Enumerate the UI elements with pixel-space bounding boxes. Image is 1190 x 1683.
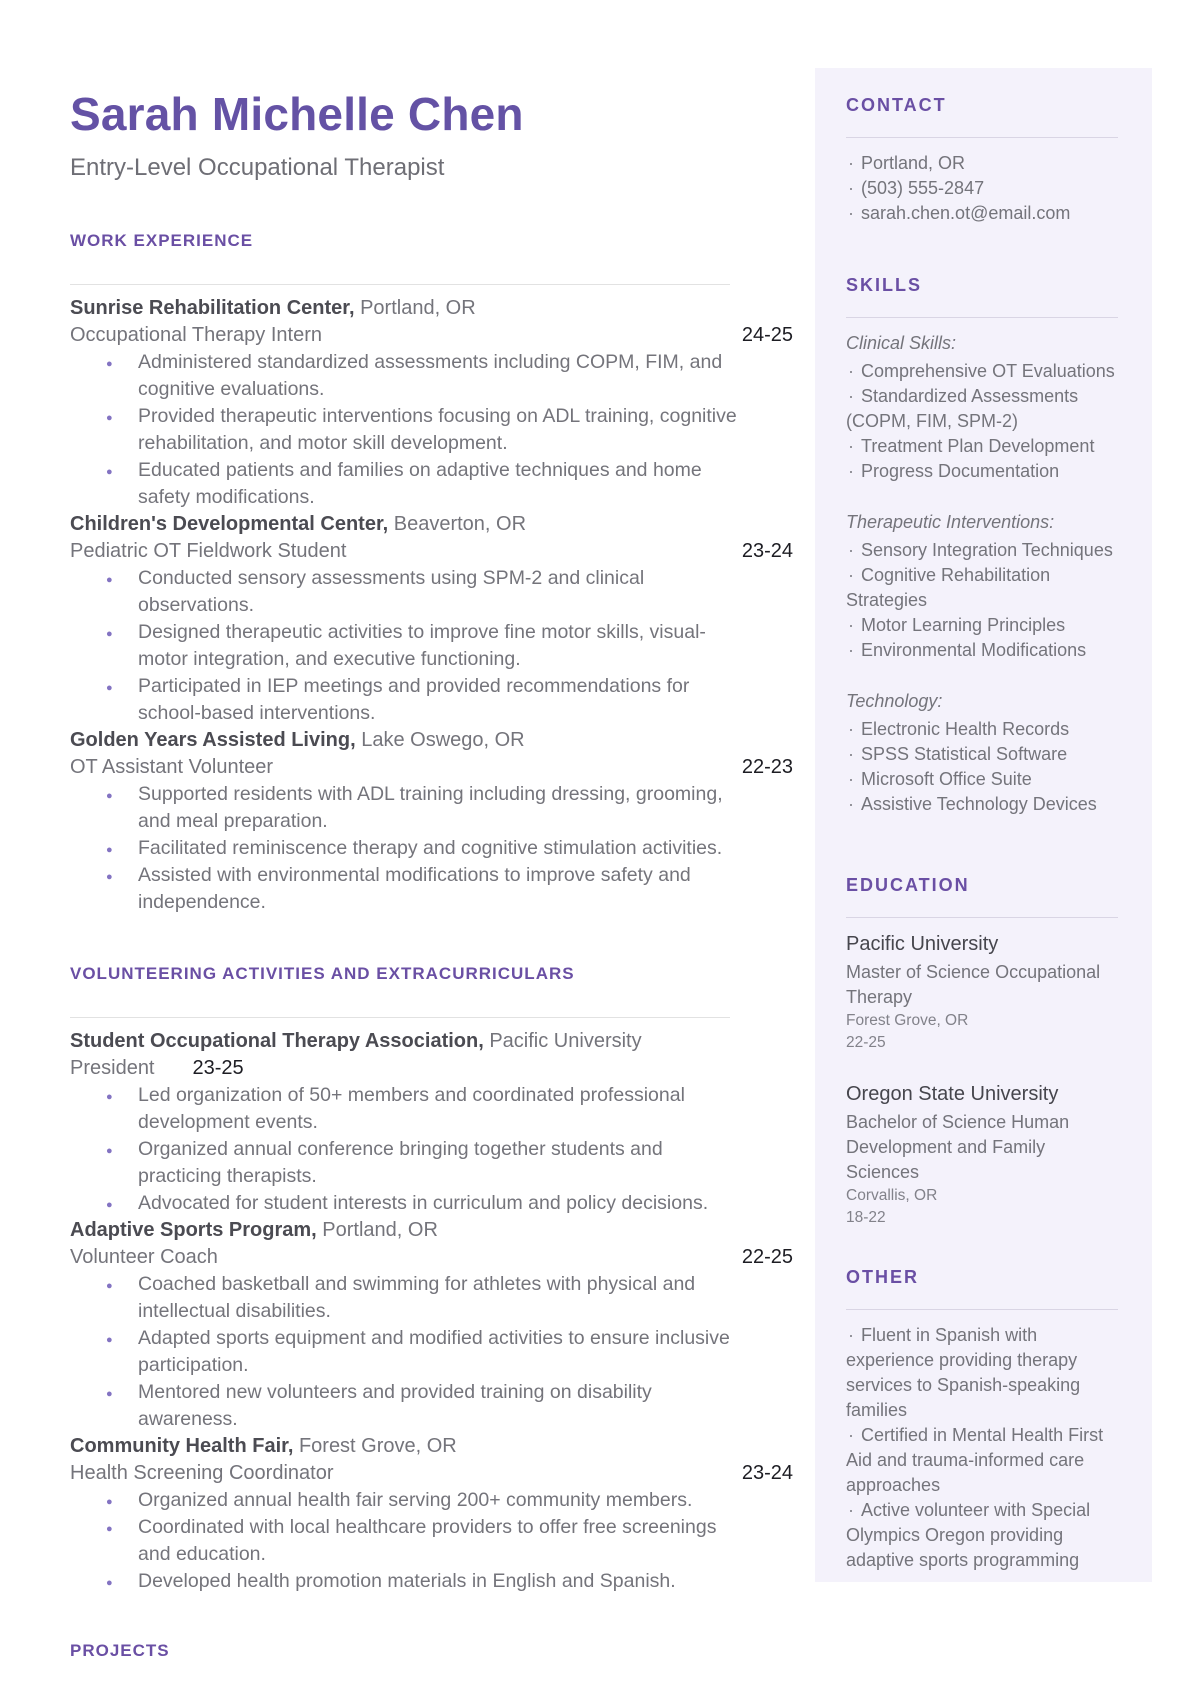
entry-bullet: ● Coached basketball and swimming for athletes with physical and intellectual disabilities.	[70, 1271, 738, 1325]
skill-item: · Cognitive Rehabilitation Strategies	[846, 563, 1118, 613]
entry-org: Children's Developmental Center,	[70, 513, 389, 535]
entry-dates: 23-25	[192, 1057, 244, 1079]
entry-bullet-list	[70, 781, 793, 916]
school-degree: Master of Science Occupational Therapy	[846, 962, 1101, 1007]
work-entry	[70, 727, 793, 916]
entry-bullet: ● Facilitated reminiscence therapy and cognitive stimulation activities.	[70, 835, 738, 862]
work-entry	[70, 511, 793, 727]
entry-bullet-list	[70, 349, 793, 511]
other-section	[846, 1267, 1118, 1573]
contact-section	[846, 95, 1118, 226]
skill-item: · Microsoft Office Suite	[846, 767, 1118, 792]
skill-item: · Motor Learning Principles	[846, 613, 1118, 638]
entry-org-line	[70, 1028, 793, 1055]
entry-org-line	[70, 511, 793, 538]
entry-bullet: ● Conducted sensory assessments using SPM-2 and clinical observations.	[70, 565, 738, 619]
entry-bullet: ● Provided therapeutic interventions focusing on ADL training, cognitive rehabilitation, and motor skill development.	[70, 403, 738, 457]
skill-item: · Sensory Integration Techniques	[846, 538, 1118, 563]
entry-org-line	[70, 1433, 793, 1460]
school-degree: Bachelor of Science Human Development and Family Sciences	[846, 1112, 1070, 1182]
resume-main-column	[70, 0, 793, 1661]
education-entry	[846, 1081, 1118, 1229]
candidate-name: Sarah Michelle Chen	[70, 88, 524, 140]
entry-bullet: ● Designed therapeutic activities to improve fine motor skills, visual-motor integration, and executive functioning.	[70, 619, 738, 673]
education-heading: EDUCATION	[846, 875, 970, 895]
sidebar-divider	[846, 917, 1118, 918]
skill-item: · Assistive Technology Devices	[846, 792, 1118, 817]
section-divider	[70, 1017, 730, 1018]
skill-group-clinical	[846, 331, 1118, 484]
skill-group-label: Therapeutic Interventions:	[846, 512, 1055, 532]
school-location: Forest Grove, OR	[846, 1012, 969, 1029]
work-experience-heading: WORK EXPERIENCE	[70, 231, 254, 250]
entry-bullet: ● Participated in IEP meetings and provided recommendations for school-based interventions.	[70, 673, 738, 727]
other-item: · Certified in Mental Health First Aid and trauma-informed care approaches	[846, 1423, 1118, 1498]
entry-role: Volunteer Coach	[70, 1246, 218, 1268]
other-heading: OTHER	[846, 1267, 919, 1287]
education-entry	[846, 931, 1118, 1054]
skill-item: · Environmental Modifications	[846, 638, 1118, 663]
projects-heading: PROJECTS	[70, 1641, 170, 1660]
section-divider	[70, 284, 730, 285]
entry-role-line	[70, 1244, 793, 1271]
entry-org: Golden Years Assisted Living,	[70, 729, 356, 751]
entry-org-line	[70, 295, 793, 322]
entry-role: Occupational Therapy Intern	[70, 324, 323, 346]
contact-heading: CONTACT	[846, 95, 947, 115]
volunteering-entry	[70, 1433, 793, 1595]
entry-location: Beaverton, OR	[393, 513, 527, 535]
entry-bullet-list	[70, 1082, 793, 1217]
skill-item: · Comprehensive OT Evaluations	[846, 359, 1118, 384]
entry-location: Lake Oswego, OR	[361, 729, 525, 751]
volunteering-entry	[70, 1028, 793, 1217]
entry-bullet-list	[70, 1271, 793, 1433]
entry-bullet: ● Administered standardized assessments including COPM, FIM, and cognitive evaluations.	[70, 349, 738, 403]
skill-item: · Standardized Assessments (COPM, FIM, SPM-2)	[846, 384, 1118, 434]
entry-org: Adaptive Sports Program,	[70, 1219, 317, 1241]
entry-location: Portland, OR	[322, 1219, 438, 1241]
contact-location: · Portland, OR	[846, 151, 1118, 176]
candidate-title: Entry-Level Occupational Therapist	[70, 154, 445, 181]
entry-dates: 23-24	[741, 1462, 793, 1484]
other-item: · Active volunteer with Special Olympics Oregon providing adaptive sports programming	[846, 1498, 1118, 1573]
skills-heading: SKILLS	[846, 275, 923, 295]
entry-org-line	[70, 1217, 793, 1244]
entry-role: Pediatric OT Fieldwork Student	[70, 540, 347, 562]
entry-org: Community Health Fair,	[70, 1435, 294, 1457]
entry-org-line	[70, 727, 793, 754]
entry-role-line	[70, 538, 793, 565]
entry-dates: 24-25	[741, 324, 793, 346]
skill-item: · Electronic Health Records	[846, 717, 1118, 742]
entry-bullet: ● Organized annual conference bringing together students and practicing therapists.	[70, 1136, 738, 1190]
school-dates: 18-22	[846, 1209, 886, 1226]
school-name: Oregon State University	[846, 1083, 1059, 1105]
skill-group-technology	[846, 689, 1118, 817]
skills-section	[846, 275, 1118, 817]
entry-location: Pacific University	[489, 1030, 642, 1052]
entry-role-line	[70, 1460, 793, 1487]
entry-role-line	[70, 1055, 793, 1082]
contact-phone: · (503) 555-2847	[846, 176, 1118, 201]
entry-bullet: ● Led organization of 50+ members and coordinated professional development events.	[70, 1082, 738, 1136]
entry-dates: 22-25	[741, 1246, 793, 1268]
skill-item: · Treatment Plan Development	[846, 434, 1118, 459]
resume-sidebar	[815, 68, 1152, 1582]
entry-role-line	[70, 754, 793, 781]
sidebar-divider	[846, 1309, 1118, 1310]
entry-bullet-list	[70, 1487, 793, 1595]
entry-bullet: ● Developed health promotion materials in English and Spanish.	[70, 1568, 738, 1595]
entry-bullet-list	[70, 565, 793, 727]
entry-role-line	[70, 322, 793, 349]
sidebar-divider	[846, 137, 1118, 138]
skill-group-label: Clinical Skills:	[846, 333, 957, 353]
school-dates: 22-25	[846, 1034, 886, 1051]
entry-bullet: ● Assisted with environmental modifications to improve safety and independence.	[70, 862, 738, 916]
entry-role: President	[70, 1057, 155, 1079]
entry-bullet: ● Advocated for student interests in curriculum and policy decisions.	[70, 1190, 738, 1217]
sidebar-divider	[846, 317, 1118, 318]
entry-role: OT Assistant Volunteer	[70, 756, 274, 778]
skill-item: · SPSS Statistical Software	[846, 742, 1118, 767]
entry-bullet: ● Adapted sports equipment and modified activities to ensure inclusive participation.	[70, 1325, 738, 1379]
entry-role: Health Screening Coordinator	[70, 1462, 334, 1484]
skill-group-therapeutic	[846, 510, 1118, 663]
other-item: · Fluent in Spanish with experience providing therapy services to Spanish-speaking families	[846, 1323, 1118, 1423]
entry-bullet: ● Educated patients and families on adaptive techniques and home safety modifications.	[70, 457, 738, 511]
volunteering-entry	[70, 1217, 793, 1433]
skill-group-label: Technology:	[846, 691, 943, 711]
skill-item: · Progress Documentation	[846, 459, 1118, 484]
entry-dates: 23-24	[741, 540, 793, 562]
contact-email: · sarah.chen.ot@email.com	[846, 201, 1118, 226]
entry-location: Portland, OR	[360, 297, 476, 319]
volunteering-heading: VOLUNTEERING ACTIVITIES AND EXTRACURRICULARS	[70, 964, 575, 983]
work-entry	[70, 295, 793, 511]
education-section	[846, 875, 1118, 1229]
entry-bullet: ● Organized annual health fair serving 200+ community members.	[70, 1487, 738, 1514]
entry-dates: 22-23	[741, 756, 793, 778]
school-name: Pacific University	[846, 933, 999, 955]
entry-location: Forest Grove, OR	[298, 1435, 457, 1457]
entry-bullet: ● Coordinated with local healthcare providers to offer free screenings and education.	[70, 1514, 738, 1568]
school-location: Corvallis, OR	[846, 1187, 938, 1204]
entry-org: Sunrise Rehabilitation Center,	[70, 297, 355, 319]
entry-bullet: ● Mentored new volunteers and provided training on disability awareness.	[70, 1379, 738, 1433]
entry-bullet: ● Supported residents with ADL training including dressing, grooming, and meal preparation.	[70, 781, 738, 835]
entry-org: Student Occupational Therapy Association,	[70, 1030, 484, 1052]
